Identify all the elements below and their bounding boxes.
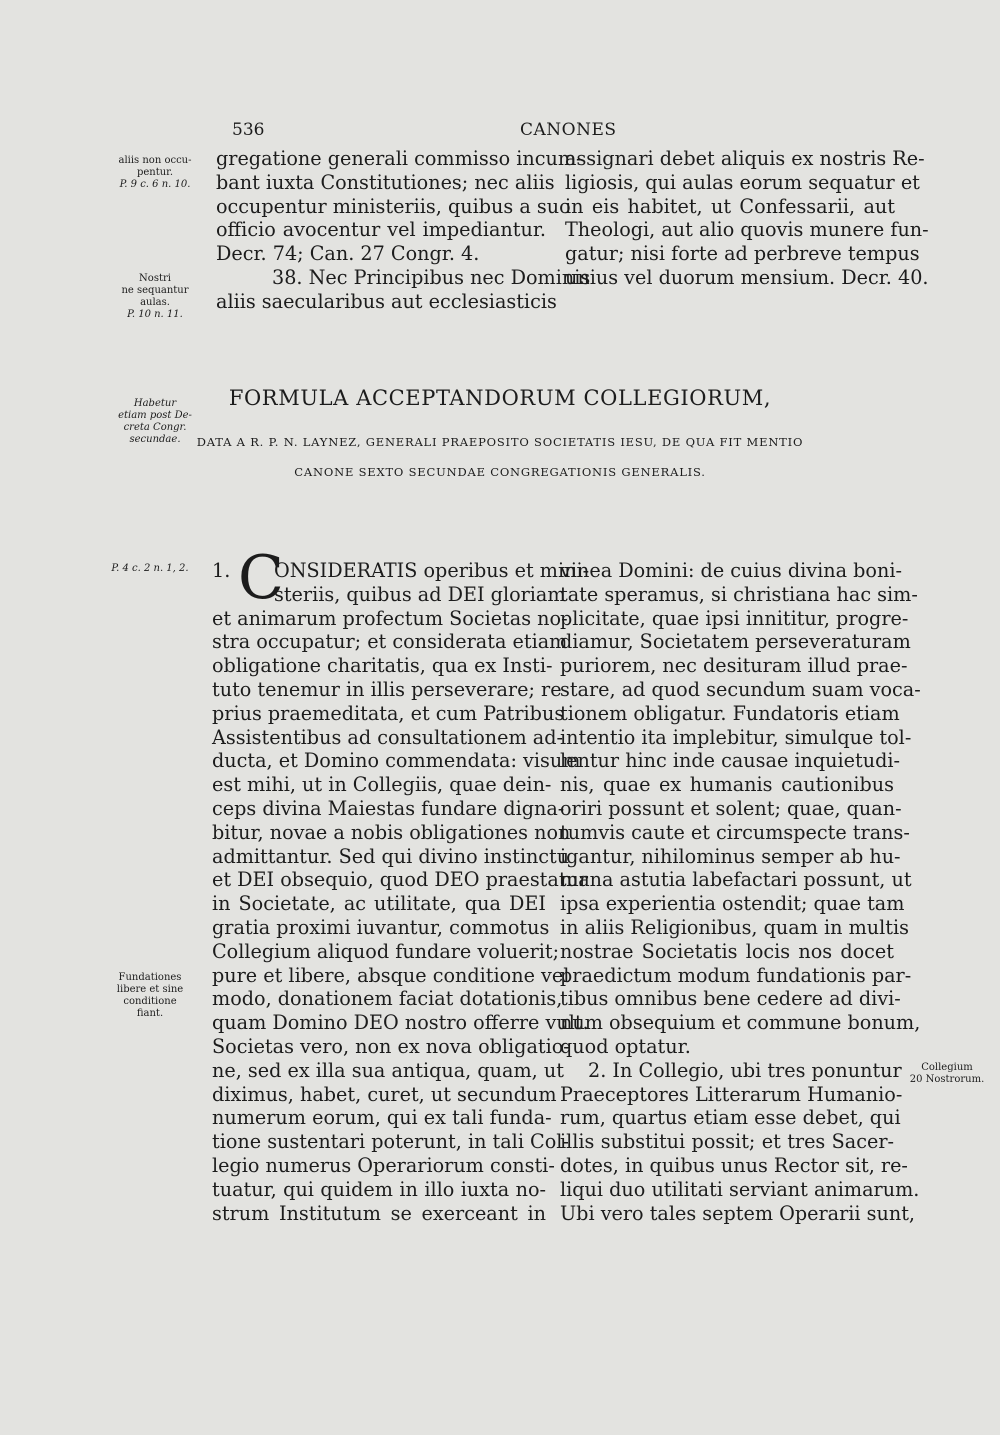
text-line: assignari debet aliquis ex nostris Re- <box>565 147 925 170</box>
text-line: ducta, et Domino commendata: visum <box>212 749 581 773</box>
text-line: mana astutia labefactari possunt, ut <box>560 868 912 892</box>
text-line: stare, ad quod secundum suam voca- <box>560 677 921 701</box>
text-line: Societas vero, non ex nova obligatio- <box>212 1034 570 1058</box>
text-line: intentio ita implebitur, simulque tol- <box>560 725 912 749</box>
text-line: rum, quartus etiam esse debet, qui <box>560 1106 901 1130</box>
text-line: plicitate, quae ipsi innititur, progre- <box>560 606 909 630</box>
text-line: officio avocentur vel impediantur. <box>216 218 546 242</box>
margin-note-occupentur <box>105 155 205 191</box>
paragraph-number: 1. <box>212 559 231 582</box>
text-line: est mihi, ut in Collegiis, quae dein- <box>212 773 552 797</box>
margin-note-line: Nostri <box>139 273 171 284</box>
text-line: gregatione generali commisso incum- <box>216 147 583 170</box>
text-line: liqui duo utilitati serviant animarum. <box>560 1177 920 1201</box>
text-line: admittantur. Sed qui divino instinctu <box>212 844 570 868</box>
text-line: illis substitui possit; et tres Sacer- <box>560 1130 894 1154</box>
margin-note-line: Habetur <box>133 398 177 409</box>
text-line: prius praemeditata, et cum Patribus <box>212 701 565 725</box>
text-line: ceps divina Maiestas fundare digna- <box>212 796 565 820</box>
text-line: num obsequium et commune bonum, <box>560 1011 921 1035</box>
text-line: occupentur ministeriis, quibus a suo <box>216 194 571 218</box>
text-line: bant iuxta Constitutiones; nec aliis <box>216 170 555 194</box>
margin-note-line: ne sequantur <box>121 285 189 296</box>
text-line: tumvis caute et circumspecte trans- <box>560 820 910 844</box>
text-line: quod optatur. <box>560 1034 691 1058</box>
text-line: lentur hinc inde causae inquietudi- <box>560 749 900 773</box>
text-line: legio numerus Operariorum consti- <box>212 1153 555 1177</box>
margin-note-fundationes <box>100 972 200 1020</box>
text-line: numerum eorum, qui ex tali funda- <box>212 1106 552 1130</box>
text-line: et DEI obsequio, quod DEO praestatur <box>212 868 589 892</box>
page-header <box>0 120 1000 144</box>
text-line: in aliis Religionibus, quam in multis <box>560 915 909 939</box>
text-line: igantur, nihilominus semper ab hu- <box>560 844 901 868</box>
text-line: Praeceptores Litterarum Humanio- <box>560 1082 903 1106</box>
body-right-column <box>560 559 921 1225</box>
text-line: tuatur, qui quidem in illo iuxta no- <box>212 1177 546 1201</box>
margin-note-line: Collegium <box>921 1062 973 1073</box>
margin-note-line: aliis non occu- <box>118 155 192 166</box>
top-left-column <box>216 147 591 314</box>
text-line: modo, donationem faciat dotationis, <box>212 987 563 1011</box>
text-line: tate speramus, si christiana hac sim- <box>560 582 918 606</box>
text-line: diximus, habet, curet, ut secundum <box>212 1082 557 1106</box>
text-line: 2. In Collegio, ubi tres ponuntur <box>588 1058 902 1082</box>
text-line: 38. Nec Principibus nec Dominis <box>272 265 591 289</box>
margin-note-line: libere et sine <box>116 984 184 995</box>
text-line: Theologi, aut alio quovis munere fun- <box>565 218 929 242</box>
text-line: Assistentibus ad consultationem ad- <box>212 725 563 749</box>
text-line: strum Institutum se exerceant in <box>212 1201 546 1225</box>
margin-note-line: P. 4 c. 2 n. 1, 2. <box>111 563 189 574</box>
text-line: in eis habitet, ut Confessarii, aut <box>565 194 895 218</box>
margin-note-line: creta Congr. <box>123 422 187 433</box>
body-left-column <box>212 559 590 1225</box>
text-line: bitur, novae a nobis obligationes non <box>212 820 571 844</box>
text-line: et animarum profectum Societas no- <box>212 606 568 630</box>
text-line: Collegium aliquod fundare voluerit; <box>212 939 560 963</box>
text-line: in Societate, ac utilitate, qua DEI <box>212 892 546 916</box>
text-line: tionem obligatur. Fundatoris etiam <box>560 701 900 725</box>
text-line: nis, quae ex humanis cautionibus <box>560 773 894 797</box>
margin-note-aulas <box>105 273 205 321</box>
margin-note-line: fiant. <box>136 1008 164 1019</box>
margin-note-reference <box>100 563 200 575</box>
text-line: aliis saecularibus aut ecclesiasticis <box>216 289 557 313</box>
text-line: tione sustentari poterunt, in tali Col- <box>212 1130 569 1154</box>
text-line: unius vel duorum mensium. Decr. 40. <box>565 265 929 289</box>
text-line <box>212 559 590 583</box>
margin-note-line: 20 Nostrorum. <box>909 1074 985 1085</box>
text-line: ONSIDERATIS operibus et mini- <box>274 559 590 582</box>
margin-note-line: P. 9 c. 6 n. 10. <box>119 179 191 190</box>
margin-note-line: pentur. <box>136 167 174 178</box>
section-subtitle: DATA A R. P. N. LAYNEZ, GENERALI PRAEPOSITO SOCIETATIS IESU, DE QUA FIT MENTIO <box>196 435 804 449</box>
margin-note-line: Fundationes <box>118 972 182 983</box>
margin-note-line: secundae. <box>129 434 181 445</box>
drop-cap: C <box>238 543 284 613</box>
text-line: diamur, Societatem perseveraturam <box>560 630 911 654</box>
margin-note-line: etiam post De- <box>118 410 192 421</box>
margin-note-line: aulas. <box>140 297 170 308</box>
text-line: tibus omnibus bene cedere ad divi- <box>560 987 901 1011</box>
text-line: oriri possunt et solent; quae, quan- <box>560 796 902 820</box>
margin-note-collegium <box>897 1062 997 1086</box>
text-line: nostrae Societatis locis nos docet <box>560 939 894 963</box>
text-line: steriis, quibus ad DEI gloriam <box>274 582 566 606</box>
text-line: praedictum modum fundationis par- <box>560 963 912 987</box>
margin-note-line: conditione <box>123 996 177 1007</box>
top-right-column <box>565 147 929 290</box>
text-line: Ubi vero tales septem Operarii sunt, <box>560 1201 916 1225</box>
section-subtitle: CANONE SEXTO SECUNDAE CONGREGATIONIS GENERALIS. <box>294 465 706 479</box>
text-line: Decr. 74; Can. 27 Congr. 4. <box>216 242 480 266</box>
running-head: CANONES <box>520 120 617 140</box>
text-line: ne, sed ex illa sua antiqua, quam, ut <box>212 1058 564 1082</box>
text-line: obligatione charitatis, qua ex Insti- <box>212 654 553 678</box>
text-line: ipsa experientia ostendit; quae tam <box>560 892 905 916</box>
text-line: stra occupatur; et considerata etiam <box>212 630 568 654</box>
text-line: gratia proximi iuvantur, commotus <box>212 915 550 939</box>
text-line: pure et libere, absque conditione vel <box>212 963 570 987</box>
text-line: gatur; nisi forte ad perbreve tempus <box>565 242 920 266</box>
text-line: puriorem, nec desituram illud prae- <box>560 654 908 678</box>
text-line: tuto tenemur in illis perseverare; re <box>212 677 562 701</box>
text-line: quam Domino DEO nostro offerre vult. <box>212 1011 589 1035</box>
text-line: vinea Domini: de cuius divina boni- <box>560 559 902 582</box>
text-line: ligiosis, qui aulas eorum sequatur et <box>565 170 920 194</box>
margin-note-line: P. 10 n. 11. <box>127 309 183 320</box>
section-title: FORMULA ACCEPTANDORUM COLLEGIORUM, <box>228 386 772 410</box>
text-line: dotes, in quibus unus Rector sit, re- <box>560 1153 908 1177</box>
page-number: 536 <box>232 120 265 140</box>
